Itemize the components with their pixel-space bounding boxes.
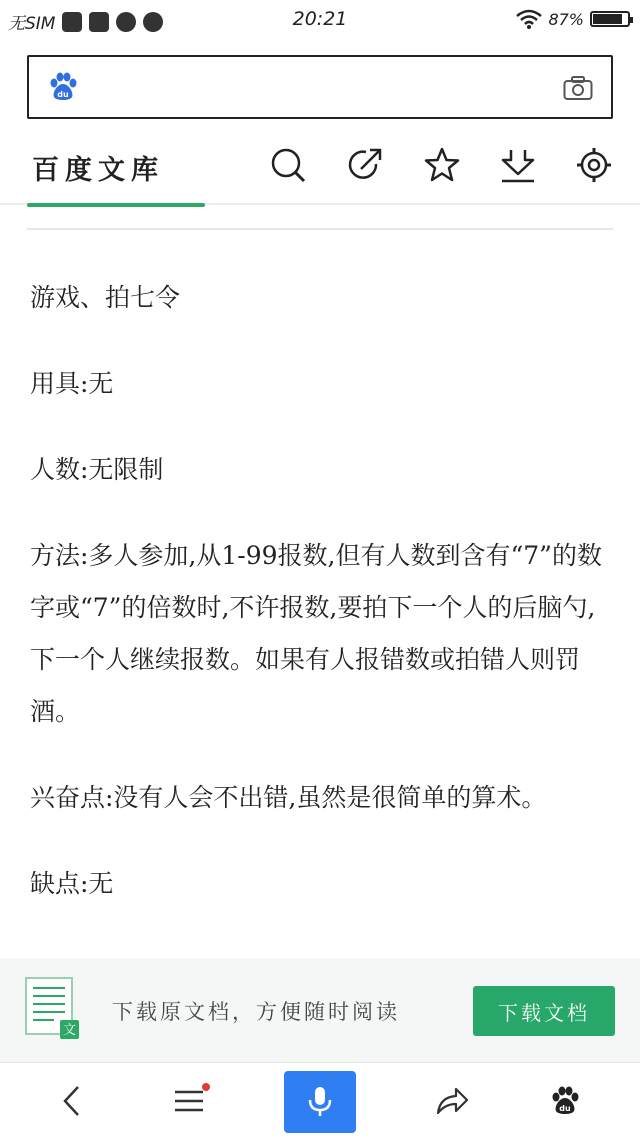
svg-text:du: du bbox=[57, 90, 69, 99]
download-document-button[interactable]: 下载文档 bbox=[473, 986, 615, 1036]
active-tab-indicator bbox=[27, 203, 205, 207]
notification-dot bbox=[202, 1083, 210, 1091]
menu-button[interactable] bbox=[149, 1063, 229, 1139]
paragraph-method: 方法:多人参加,从1-99报数,但有人数到含有“7”的数字或“7”的倍数时,不许报数,要拍下一个人的后脑勺,下一个人继续报数。如果有人报错数或拍错人则罚酒。 bbox=[30, 541, 602, 726]
content-divider bbox=[27, 228, 613, 230]
microphone-icon bbox=[307, 1085, 333, 1119]
paragraph-drawback: 缺点:无 bbox=[30, 869, 114, 898]
voice-search-button[interactable] bbox=[284, 1071, 356, 1133]
paragraph-tools: 用具:无 bbox=[30, 369, 114, 398]
search-input[interactable] bbox=[27, 55, 613, 119]
menu-icon bbox=[174, 1088, 204, 1114]
share-out-icon[interactable] bbox=[346, 146, 384, 184]
baidu-home-button[interactable] bbox=[525, 1063, 605, 1139]
search-icon[interactable] bbox=[269, 146, 307, 184]
document-content bbox=[30, 272, 610, 910]
baidu-paw-icon bbox=[549, 1085, 581, 1117]
baidu-paw-icon bbox=[47, 71, 79, 103]
battery-percent: 87% bbox=[548, 9, 584, 29]
download-icon[interactable] bbox=[499, 146, 537, 184]
camera-icon[interactable] bbox=[563, 75, 593, 101]
back-button[interactable] bbox=[32, 1063, 112, 1139]
paragraph-players: 人数:无限制 bbox=[30, 455, 164, 484]
doc-badge-label: 文 bbox=[62, 1023, 77, 1038]
brand-title: 百度文库 bbox=[32, 155, 164, 186]
carrier-label: 无SIM bbox=[8, 14, 56, 34]
svg-text:du: du bbox=[559, 1104, 571, 1113]
share-arrow-icon bbox=[435, 1086, 469, 1116]
document-file-icon bbox=[24, 976, 80, 1040]
star-icon[interactable] bbox=[423, 146, 461, 184]
status-bar bbox=[0, 0, 640, 42]
clock: 20:21 bbox=[292, 8, 348, 30]
chevron-left-icon bbox=[60, 1084, 84, 1118]
battery-level bbox=[593, 14, 622, 24]
battery-icon bbox=[590, 11, 630, 27]
status-right bbox=[516, 9, 630, 29]
app-header bbox=[0, 130, 640, 202]
paragraph-highlight: 兴奋点:没有人会不出错,虽然是很简单的算术。 bbox=[30, 783, 547, 812]
wifi-icon bbox=[516, 9, 542, 29]
settings-icon[interactable] bbox=[575, 146, 613, 184]
bottom-navigation bbox=[0, 1062, 640, 1139]
share-button[interactable] bbox=[412, 1063, 492, 1139]
download-banner bbox=[0, 958, 640, 1062]
download-prompt-text: 下载原文档，方便随时阅读 bbox=[112, 1000, 400, 1024]
paragraph-title: 游戏、拍七令 bbox=[30, 283, 181, 312]
